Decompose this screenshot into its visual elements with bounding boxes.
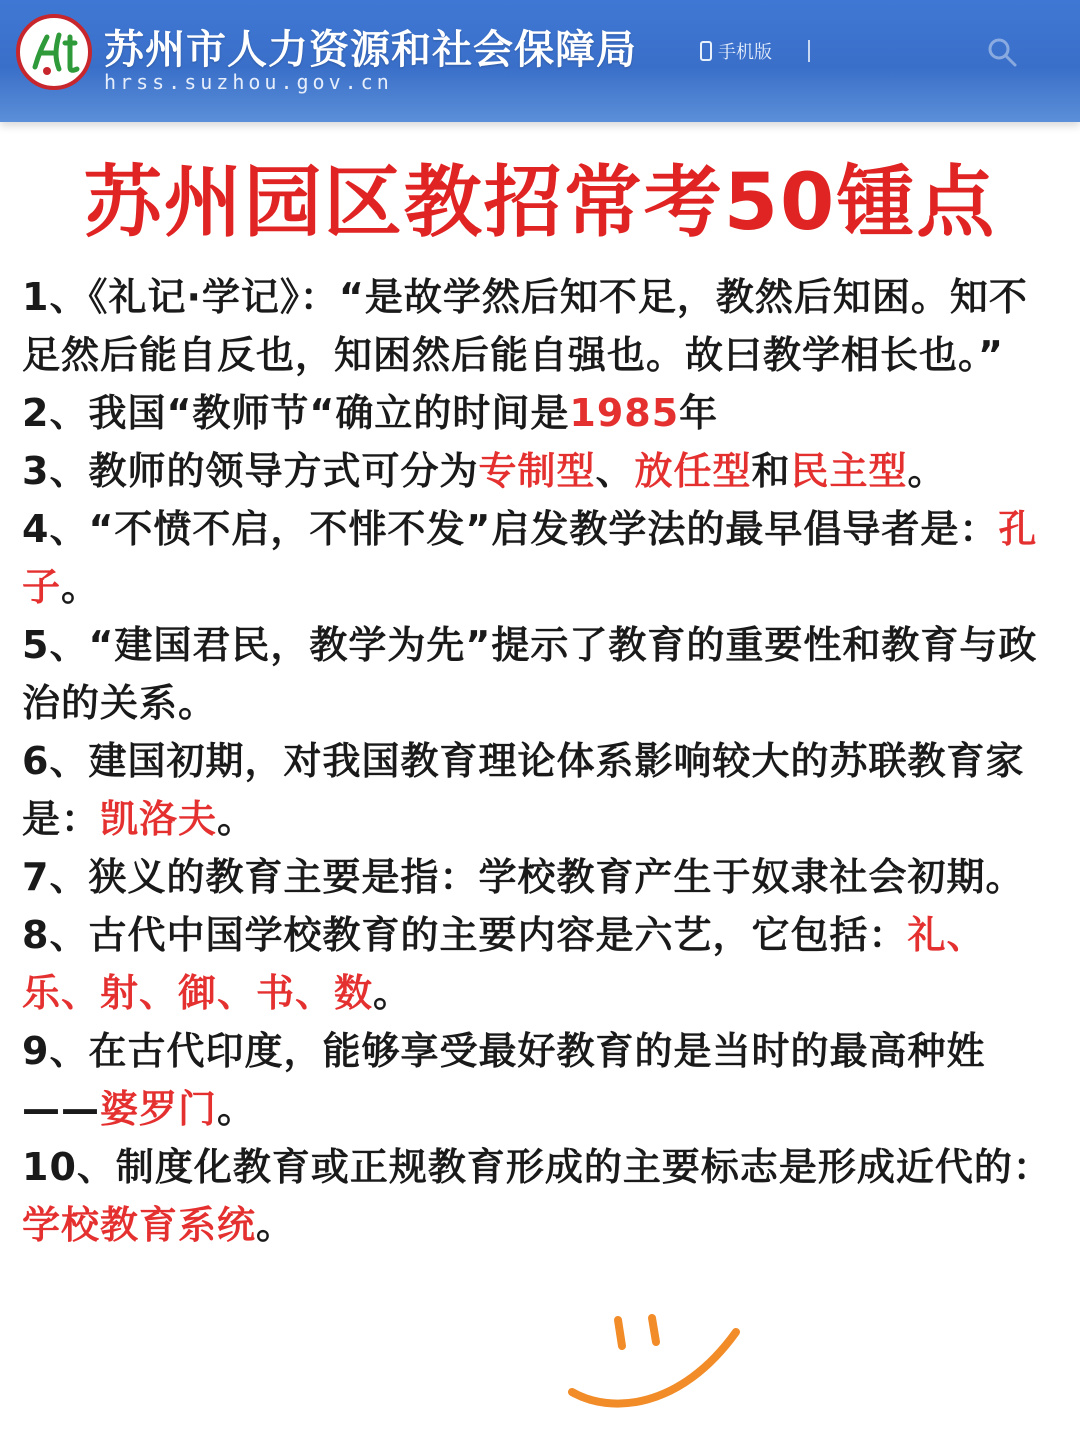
list-item [22, 732, 1062, 848]
item-text: 。 [373, 971, 413, 1015]
item-text: 。 [217, 1087, 257, 1131]
list-item [22, 268, 1062, 384]
list-item [22, 442, 1062, 500]
header-divider [808, 40, 810, 62]
item-text: 。 [256, 1203, 296, 1247]
item-text: 。 [61, 565, 101, 609]
list-item [22, 906, 1062, 1022]
item-text: 6、建国初期，对我国教育理论体系影响较大的苏联教育家是： [22, 739, 1025, 841]
phone-icon [700, 41, 712, 61]
item-text: 8、古代中国学校教育的主要内容是六艺，它包括： [22, 913, 908, 957]
highlighted-answer: 婆罗门 [100, 1087, 218, 1131]
item-text: 7、狭义的教育主要是指：学校教育产生于奴隶社会初期。 [22, 855, 1025, 899]
highlighted-answer: 凯洛夫 [100, 797, 218, 841]
list-item [22, 848, 1062, 906]
highlighted-answer: 放任型 [634, 449, 752, 493]
logo-mark-icon [25, 23, 83, 81]
list-item [22, 616, 1062, 732]
item-text: 4、“不愤不启，不悱不发”启发教学法的最早倡导者是： [22, 507, 999, 551]
highlighted-answer: 孔子 [22, 507, 1038, 609]
smiley-doodle-icon [560, 1306, 760, 1426]
list-item [22, 384, 1062, 442]
mobile-version-link[interactable] [700, 38, 772, 64]
mobile-version-label: 手机版 [718, 42, 772, 63]
highlighted-answer: 学校教育系统 [22, 1203, 257, 1247]
item-text: 。 [217, 797, 257, 841]
list-item [22, 1022, 1062, 1138]
item-text: 9、在古代印度，能够享受最好教育的是当时的最高种姓—— [22, 1029, 986, 1131]
item-text: 、 [595, 449, 635, 493]
key-points-list [22, 268, 1062, 1254]
item-text: 3、教师的领导方式可分为 [22, 449, 479, 493]
highlighted-answer: 1985 [569, 391, 680, 435]
search-icon[interactable] [986, 36, 1018, 68]
site-header [0, 0, 1080, 122]
list-item [22, 500, 1062, 616]
item-text: 和 [751, 449, 791, 493]
list-item [22, 1138, 1062, 1254]
highlighted-answer: 民主型 [790, 449, 908, 493]
highlighted-answer: 礼、乐、射、御、书、数 [22, 913, 986, 1015]
item-text: 。 [907, 449, 947, 493]
item-text: 2、我国“教师节“确立的时间是 [22, 391, 570, 435]
site-logo[interactable] [16, 14, 92, 90]
site-name[interactable]: 苏州市人力资源和社会保障局 [104, 27, 637, 73]
site-domain: hrss.suzhou.gov.cn [104, 70, 393, 94]
page-title: 苏州园区教招常考50锺点 [83, 158, 997, 248]
highlighted-answer: 专制型 [478, 449, 596, 493]
item-text: 5、“建国君民，教学为先”提示了教育的重要性和教育与政治的关系。 [22, 623, 1038, 725]
item-text: 10、制度化教育或正规教育形成的主要标志是形成近代的： [22, 1145, 1052, 1189]
item-text: 1、《礼记·学记》：“是故学然后知不足，教然后知困。知不足然后能自反也，知困然后能自强也。故曰教学相长也。” [22, 275, 1028, 377]
item-text: 年 [679, 391, 719, 435]
